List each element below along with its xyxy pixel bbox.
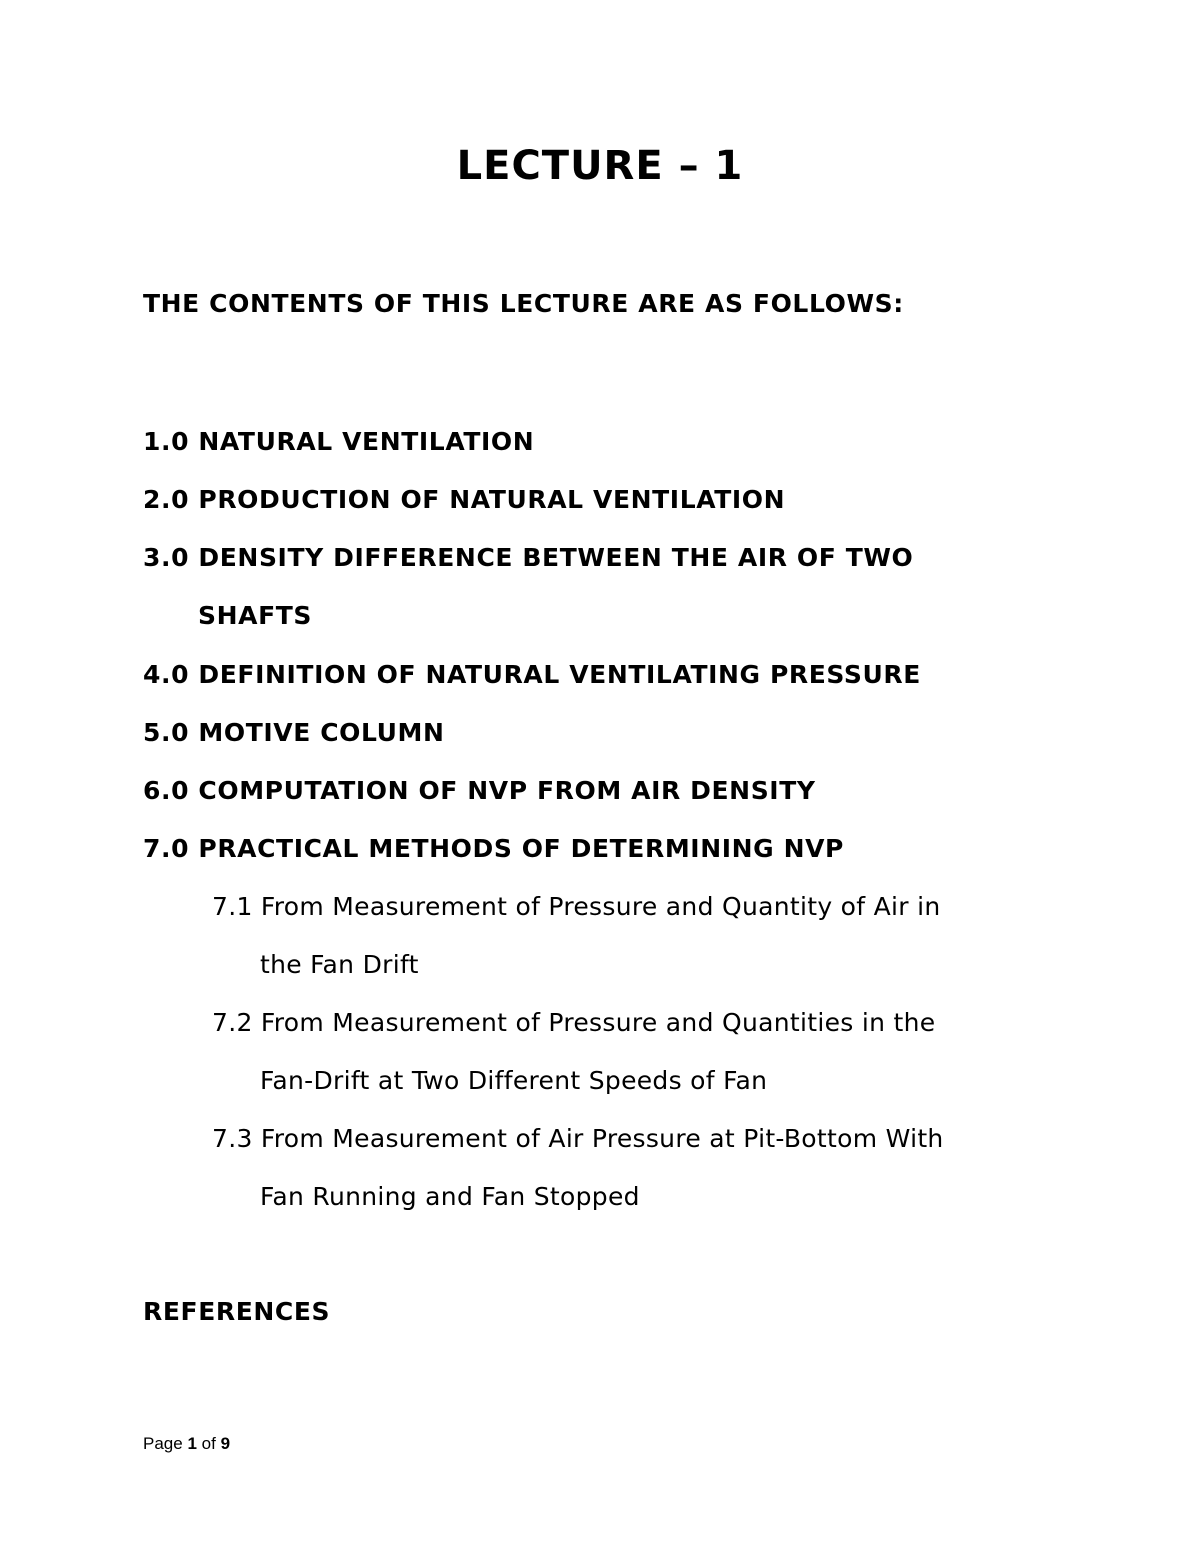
footer-page-word: Page (143, 1434, 183, 1453)
footer-page-total: 9 (220, 1434, 231, 1453)
toc-item-3: 3.0 DENSITY DIFFERENCE BETWEEN THE AIR OF TWO (143, 543, 914, 572)
contents-intro: THE CONTENTS OF THIS LECTURE ARE AS FOLLOWS: (143, 289, 904, 318)
toc-item-5: 5.0 MOTIVE COLUMN (143, 718, 445, 747)
toc-item-1: 1.0 NATURAL VENTILATION (143, 427, 535, 456)
toc-item-6: 6.0 COMPUTATION OF NVP FROM AIR DENSITY (143, 776, 816, 805)
lecture-title: LECTURE – 1 (456, 143, 744, 189)
footer-page-number: 1 (187, 1434, 197, 1453)
references-heading: REFERENCES (143, 1297, 331, 1326)
toc-subitem-7-2-continuation: Fan-Drift at Two Different Speeds of Fan (260, 1066, 768, 1095)
toc-item-2: 2.0 PRODUCTION OF NATURAL VENTILATION (143, 485, 786, 514)
toc-subitem-7-1-continuation: the Fan Drift (260, 950, 419, 979)
toc-subitem-7-3-continuation: Fan Running and Fan Stopped (260, 1182, 640, 1211)
toc-item-3-continuation: SHAFTS (198, 601, 313, 630)
toc-item-4: 4.0 DEFINITION OF NATURAL VENTILATING PRESSURE (143, 660, 921, 689)
page-footer (143, 1432, 230, 1456)
footer-of-word: of (201, 1434, 216, 1453)
toc-subitem-7-2: 7.2 From Measurement of Pressure and Quantities in the (212, 1008, 936, 1037)
toc-item-7: 7.0 PRACTICAL METHODS OF DETERMINING NVP (143, 834, 844, 863)
toc-subitem-7-3: 7.3 From Measurement of Air Pressure at Pit-Bottom With (212, 1124, 944, 1153)
toc-subitem-7-1: 7.1 From Measurement of Pressure and Quantity of Air in (212, 892, 941, 921)
